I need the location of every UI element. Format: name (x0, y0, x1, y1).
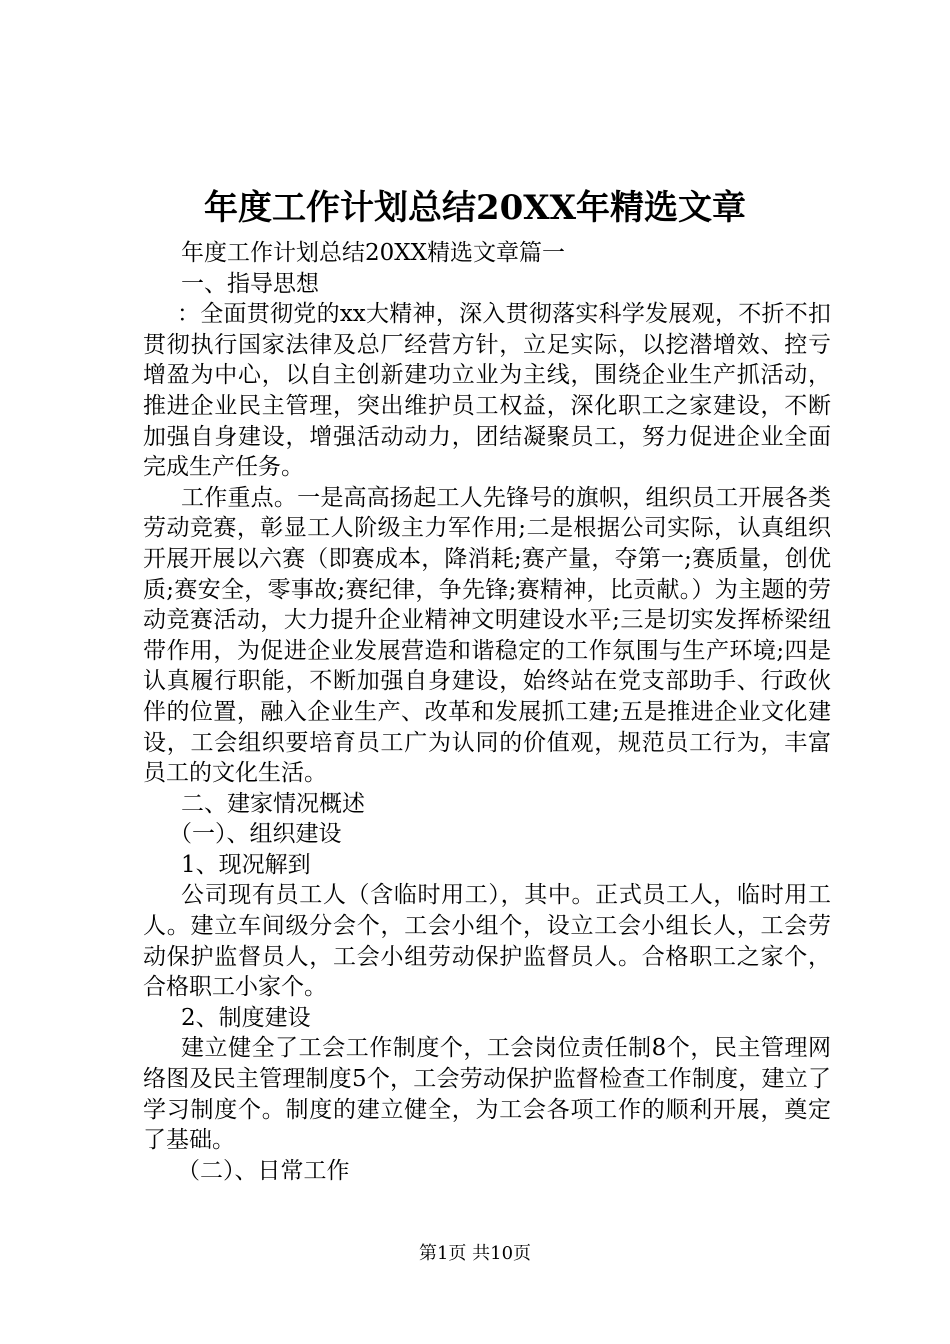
subsection-heading-organization: （一）、组织建设 (169, 821, 342, 848)
paragraph-staff-status: 公司现有员工人（含临时用工），其中。正式员工人，临时用工人。建立车间级分会个，工会小组个，设立工会小组长人，工会劳动保护监督员人，工会小组劳动保护监督员人。合格职工之家个，合格职工小家个。 (143, 882, 831, 1001)
paragraph-guiding-ideology: ：全面贯彻党的xx大精神，深入贯彻落实科学发展观，不折不扣贯彻执行国家法律及总厂经营方针，立足实际，以挖潜增效、控亏增盈为中心，以自主创新建功立业为主线，围绕企业生产抓活动，推进企业民主管理，突出维护员工权益，深化职工之家建设，不断加强自身建设，增强活动动力，团结凝聚员工，努力促进企业全面完成生产任务。 (143, 301, 831, 481)
paragraph-work-focus: 工作重点。一是高高扬起工人先锋号的旗帜，组织员工开展各类劳动竞赛，彰显工人阶级主力军作用;二是根据公司实际，认真组织开展开展以六赛（即赛成本，降消耗;赛产量，夺第一;赛质量，创优质;赛安全，零事故;赛纪律，争先锋;赛精神，比贡献。）为主题的劳动竞赛活动，大力提升企业精神文明建设水平;三是切实发挥桥梁纽带作用，为促进企业发展营造和谐稳定的工作氛围与生产环境;四是认真履行职能，不断加强自身建设，始终站在党支部助手、行政伙伴的位置，融入企业生产、改革和发展抓工建;五是推进企业文化建设，工会组织要培育员工广为认同的价值观，规范员工行为，丰富员工的文化生活。 (143, 484, 831, 787)
page-footer: 第1页 共10页 (418, 1243, 532, 1264)
item-heading-system-building: 2、制度建设 (181, 1004, 311, 1031)
document-title: 年度工作计划总结20XX年精选文章 (203, 188, 747, 228)
subsection-heading-daily-work: （二）、日常工作 (177, 1157, 350, 1184)
article-heading: 年度工作计划总结20XX精选文章篇一 (181, 240, 566, 266)
paragraph-system-building: 建立健全了工会工作制度个，工会岗位责任制8个，民主管理网络图及民主管理制度5个，工会劳动保护监督检查工作制度，建立了学习制度个。制度的建立健全，为工会各项工作的顺利开展，奠定了基础。 (143, 1035, 831, 1154)
section-heading-home-building: 二、建家情况概述 (181, 790, 365, 817)
document-body (143, 238, 831, 1186)
item-heading-status: 1、现况解到 (181, 851, 311, 878)
section-heading-guiding-ideology: 一、指导思想 (181, 270, 319, 297)
